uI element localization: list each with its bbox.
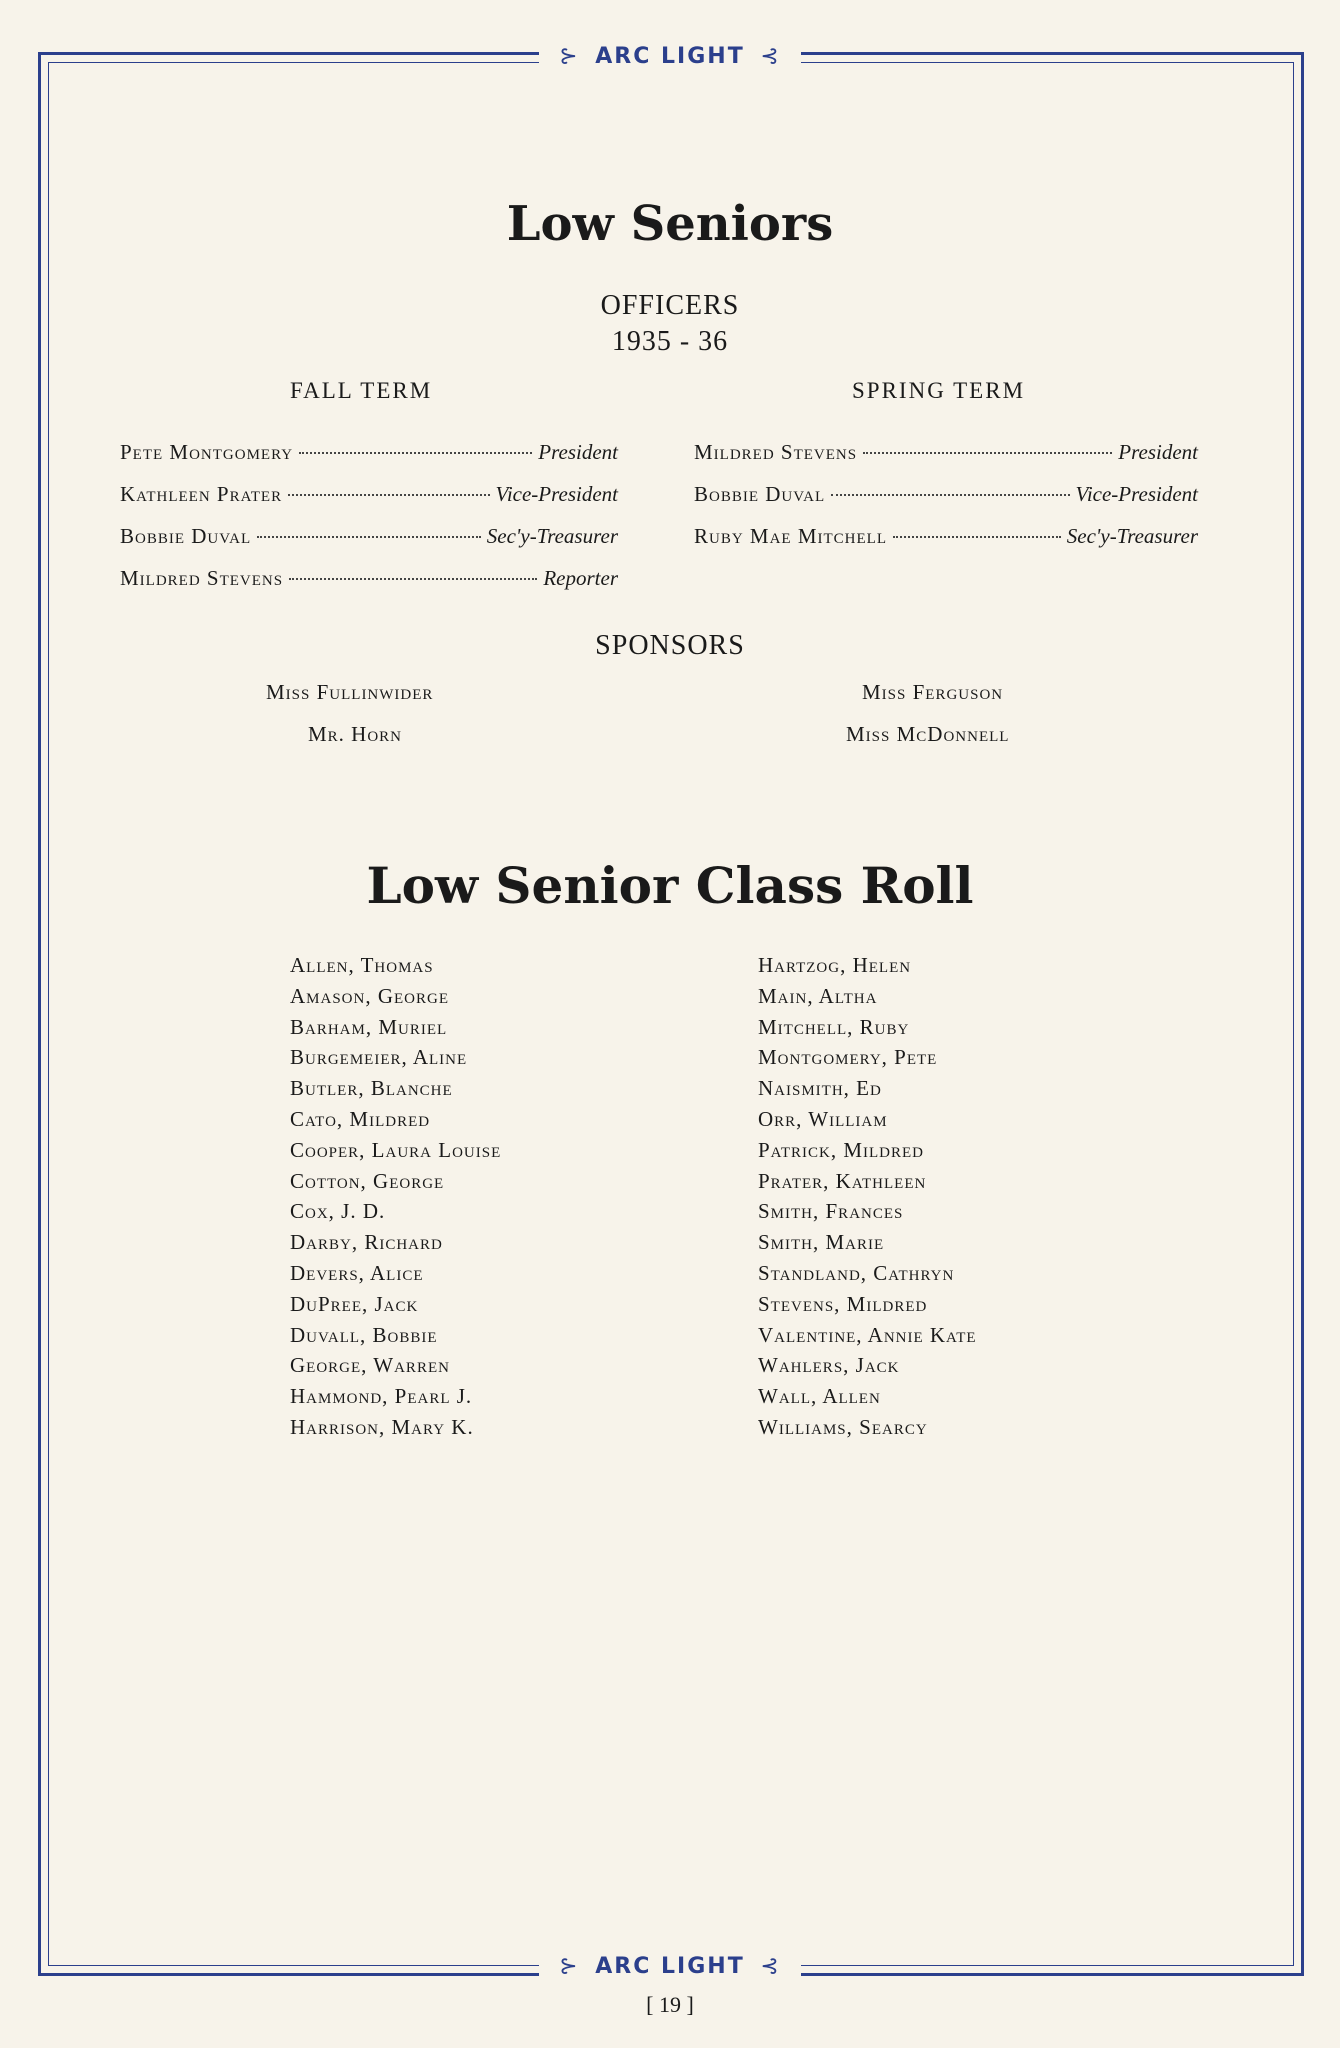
spring-officer-row [694, 524, 1198, 549]
list-item: Standland, Cathryn [758, 1260, 955, 1285]
list-item: Cotton, George [290, 1168, 445, 1193]
list-item: Devers, Alice [290, 1260, 424, 1285]
ornament-right-icon: ⊰ [760, 1953, 781, 1979]
leader-dots [288, 494, 489, 496]
fall-officer-row [120, 524, 618, 549]
list-item: Williams, Searcy [758, 1414, 928, 1439]
list-item: Burgemeier, Aline [290, 1045, 468, 1070]
list-item: Cooper, Laura Louise [290, 1137, 502, 1162]
officer-role: Vice-President [495, 482, 618, 506]
officer-role: Vice-President [1075, 482, 1198, 506]
list-item: Hartzog, Helen [758, 953, 912, 977]
officer-name: Kathleen Prater [120, 482, 283, 506]
officer-name: Ruby Mae Mitchell [694, 524, 887, 548]
class-roll-left-column [290, 950, 501, 1443]
sponsor-name: Miss Ferguson [862, 680, 1004, 704]
sponsor-name: Miss McDonnell [846, 722, 1010, 746]
leader-dots [863, 452, 1112, 454]
list-item: Naismith, Ed [758, 1076, 882, 1101]
list-item: Duvall, Bobbie [290, 1322, 438, 1347]
ornament-right-icon: ⊰ [760, 43, 781, 69]
class-roll-right-column [758, 950, 977, 1443]
list-item: Smith, Marie [758, 1230, 885, 1255]
footer-title: ARC LIGHT [595, 1953, 745, 1979]
list-item: Cato, Mildred [290, 1106, 431, 1131]
list-item: George, Warren [290, 1353, 450, 1378]
leader-dots [831, 494, 1069, 496]
list-item: DuPree, Jack [290, 1291, 419, 1316]
leader-dots [289, 578, 537, 580]
list-item: Main, Altha [758, 983, 878, 1008]
list-item: Darby, Richard [290, 1230, 443, 1255]
list-item: Hammond, Pearl J. [290, 1384, 473, 1409]
list-item: Amason, George [290, 983, 450, 1008]
officer-role: Sec'y-Treasurer [1066, 524, 1198, 548]
spring-officer-row [694, 482, 1198, 507]
list-item: Montgomery, Pete [758, 1045, 938, 1070]
officers-year: 1935 - 36 [611, 326, 729, 357]
officer-name: Mildred Stevens [694, 440, 858, 464]
officer-role: Reporter [543, 566, 618, 590]
class-roll-title: Low Senior Class Roll [366, 856, 974, 915]
sponsors-heading: SPONSORS [595, 630, 745, 661]
officer-name: Mildred Stevens [120, 566, 284, 590]
officer-name: Pete Montgomery [120, 440, 294, 464]
header [0, 36, 1340, 76]
list-item: Wahlers, Jack [758, 1353, 900, 1378]
ornament-left-icon: ⊱ [559, 1953, 580, 1979]
list-item: Prater, Kathleen [758, 1168, 927, 1193]
list-item: Mitchell, Ruby [758, 1014, 910, 1039]
leader-dots [893, 536, 1061, 538]
officer-role: Sec'y-Treasurer [486, 524, 618, 548]
officer-role: President [538, 440, 618, 464]
spring-officer-row [694, 440, 1198, 465]
officers-heading: OFFICERS [600, 290, 740, 321]
list-item: Orr, William [758, 1106, 888, 1131]
page-number: [ 19 ] [646, 1992, 694, 2017]
officer-name: Bobbie Duval [694, 482, 826, 506]
fall-officer-row [120, 566, 618, 591]
fall-term-heading: FALL TERM [290, 378, 433, 403]
sponsor-name: Miss Fullinwider [266, 680, 434, 704]
list-item: Harrison, Mary K. [290, 1414, 474, 1439]
list-item: Barham, Muriel [290, 1014, 448, 1039]
leader-dots [299, 452, 532, 454]
officer-role: President [1118, 440, 1198, 464]
page-title: Low Seniors [506, 196, 834, 252]
ornament-left-icon: ⊱ [559, 43, 580, 69]
officer-name: Bobbie Duval [120, 524, 252, 548]
header-title: ARC LIGHT [595, 43, 745, 69]
footer [0, 1946, 1340, 1986]
footer-label [539, 1954, 801, 1979]
fall-officer-row [120, 440, 618, 465]
fall-officer-row [120, 482, 618, 507]
list-item: Butler, Blanche [290, 1076, 453, 1101]
list-item: Allen, Thomas [290, 953, 434, 977]
spring-term-heading: SPRING TERM [852, 378, 1026, 403]
list-item: Stevens, Mildred [758, 1291, 928, 1316]
header-label [539, 44, 801, 69]
list-item: Patrick, Mildred [758, 1137, 925, 1162]
list-item: Wall, Allen [758, 1384, 881, 1409]
list-item: Valentine, Annie Kate [758, 1322, 977, 1347]
leader-dots [257, 536, 481, 538]
sponsor-name: Mr. Horn [308, 722, 403, 746]
list-item: Cox, J. D. [290, 1199, 386, 1224]
list-item: Smith, Frances [758, 1199, 904, 1224]
